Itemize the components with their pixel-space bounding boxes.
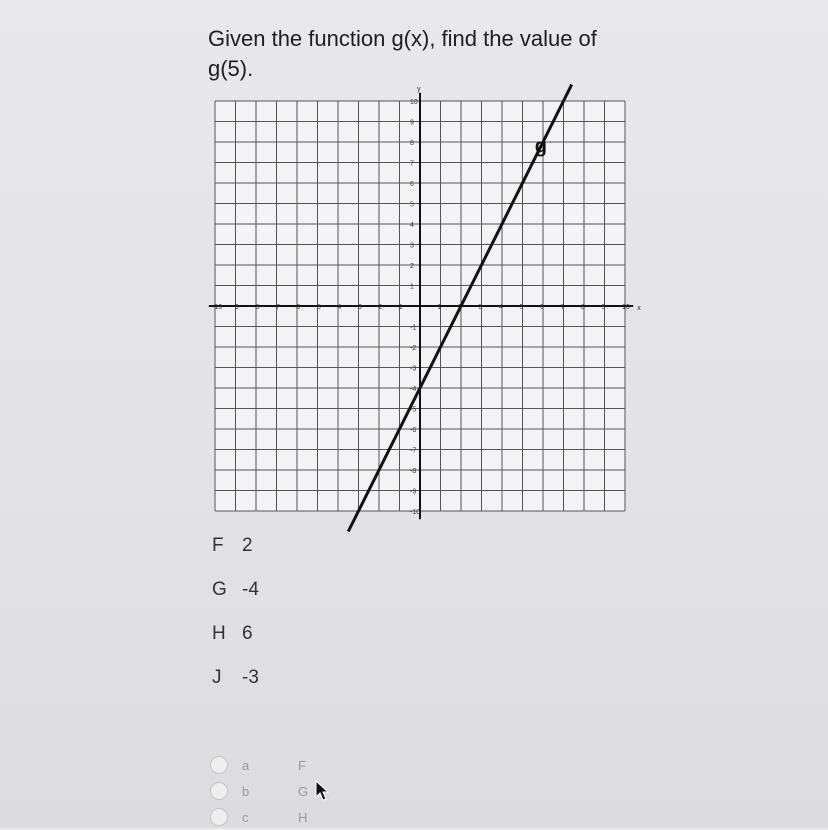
x-axis-label: x [637, 305, 641, 312]
x-tick-label: -7 [273, 304, 280, 311]
x-tick-label: -1 [396, 304, 403, 311]
x-tick-label: -8 [253, 304, 260, 311]
x-tick-label: 1 [437, 304, 442, 311]
choice-option-a[interactable] [210, 752, 308, 778]
y-tick-label: 10 [410, 99, 418, 106]
mouse-pointer-icon [314, 780, 330, 802]
y-tick-label: 6 [410, 181, 414, 188]
answer-value: -3 [242, 667, 259, 688]
graph-svg [205, 85, 655, 516]
x-tick-label: -10 [212, 304, 223, 311]
question-line-2: g(5). [208, 56, 254, 81]
x-tick-label: -3 [355, 304, 362, 311]
y-tick-label: -2 [410, 345, 417, 352]
choice-option-c[interactable] [210, 804, 308, 830]
answer-letter: J [212, 667, 222, 688]
choice-radio-group [210, 752, 308, 830]
answer-item-j [212, 667, 259, 711]
y-tick-label: -10 [410, 509, 421, 516]
answer-value: 2 [242, 535, 253, 556]
x-tick-label: 9 [601, 304, 606, 311]
x-tick-label: 5 [519, 304, 524, 311]
function-label-g: g [534, 135, 548, 158]
choice-value: H [298, 809, 308, 825]
y-tick-label: 2 [410, 263, 414, 270]
y-tick-label: -8 [410, 468, 417, 475]
x-tick-label: 10 [622, 304, 630, 311]
x-tick-label: -2 [376, 304, 383, 311]
y-tick-label: 9 [410, 119, 414, 127]
answer-item-f [212, 535, 259, 579]
y-tick-label: 5 [410, 201, 414, 209]
y-tick-label: 4 [410, 222, 414, 229]
y-tick-label: 7 [410, 160, 414, 168]
y-tick-label: -7 [410, 447, 417, 455]
y-axis-label: y [417, 85, 421, 93]
radio-button[interactable] [210, 808, 228, 826]
answer-letter: H [212, 623, 226, 644]
answer-value: 6 [242, 623, 253, 644]
choice-label: a [242, 757, 250, 773]
y-tick-label: -1 [410, 324, 417, 332]
x-tick-label: 4 [499, 304, 503, 311]
x-tick-label: -9 [232, 304, 239, 311]
choice-label: c [242, 809, 249, 825]
x-tick-label: -6 [294, 304, 301, 311]
radio-button[interactable] [210, 782, 228, 800]
coordinate-graph [205, 85, 655, 516]
question-line-1: Given the function g(x), find the value of [208, 26, 597, 51]
y-tick-label: -3 [410, 365, 417, 373]
radio-button[interactable] [210, 756, 228, 774]
answer-item-h [212, 623, 259, 667]
x-tick-label: 7 [560, 304, 565, 311]
y-tick-label: -6 [410, 427, 417, 434]
answer-value: -4 [242, 579, 259, 600]
x-tick-label: 8 [581, 304, 585, 311]
choice-value: F [298, 757, 306, 773]
y-tick-label: -4 [410, 386, 417, 393]
answer-letter: F [212, 535, 224, 556]
y-tick-label: -9 [410, 488, 417, 496]
x-tick-label: -4 [335, 304, 342, 311]
y-tick-label: 8 [410, 140, 414, 147]
choice-option-b[interactable] [210, 778, 308, 804]
x-tick-label: 6 [540, 304, 544, 311]
y-tick-label: 3 [410, 242, 414, 250]
answer-item-g [212, 579, 259, 623]
choice-value: G [298, 783, 309, 799]
question-text [208, 24, 668, 84]
choice-label: b [242, 783, 250, 799]
y-tick-label: 1 [410, 283, 414, 291]
answer-list [212, 535, 259, 711]
x-tick-label: -5 [314, 304, 321, 311]
answer-letter: G [212, 579, 227, 600]
y-tick-label: -5 [410, 406, 417, 414]
x-tick-label: 3 [478, 304, 483, 311]
